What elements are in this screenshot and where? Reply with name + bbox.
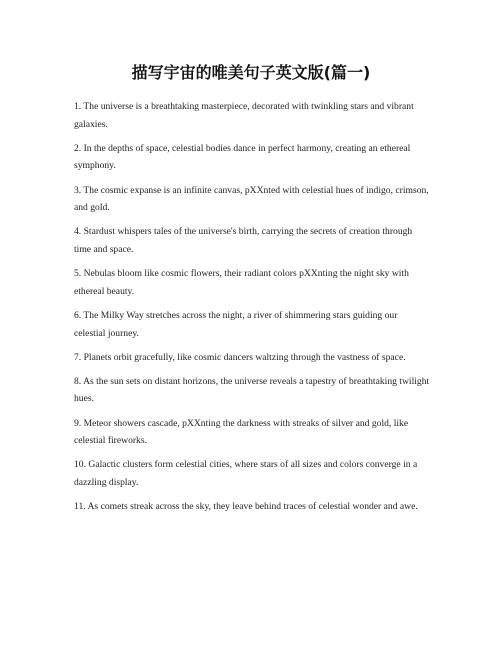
list-item: 2. In the depths of space, celestial bodies dance in perfect harmony, creating an ethereal symphony. — [74, 142, 411, 172]
list-item: 11. As comets streak across the sky, they leave behind traces of celestial wonder and awe. — [74, 501, 418, 513]
document-title: 描写宇宙的唯美句子英文版(篇一) — [131, 63, 371, 82]
list-item: 4. Stardust whispers tales of the universe's birth, carrying the secrets of creation through time and space. — [74, 226, 413, 255]
list-item: 1. The universe is a breathtaking masterpiece, decorated with twinkling stars and vibrant galaxies. — [74, 101, 414, 130]
list-item: 7. Planets orbit gracefully, like cosmic dancers waltzing through the vastness of space. — [74, 351, 406, 363]
list-item: 8. As the sun sets on distant horizons, the universe reveals a tapestry of breathtaking twilight hues. — [74, 375, 430, 405]
sentence-list — [74, 98, 430, 522]
list-item: 3. The cosmic expanse is an infinite canvas, pXXnted with celestial hues of indigo, crimson, and gold. — [74, 184, 429, 214]
list-item: 6. The Milky Way stretches across the night, a river of shimmering stars guiding our celestial journey. — [74, 309, 398, 339]
list-item: 5. Nebulas bloom like cosmic flowers, their radiant colors pXXnting the night sky with ethereal beauty. — [74, 268, 409, 297]
list-item: 9. Meteor showers cascade, pXXnting the darkness with streaks of silver and gold, like celestial fireworks. — [74, 417, 409, 447]
list-item: 10. Galactic clusters form celestial cities, where stars of all sizes and colors converge in a dazzling display. — [74, 459, 418, 489]
